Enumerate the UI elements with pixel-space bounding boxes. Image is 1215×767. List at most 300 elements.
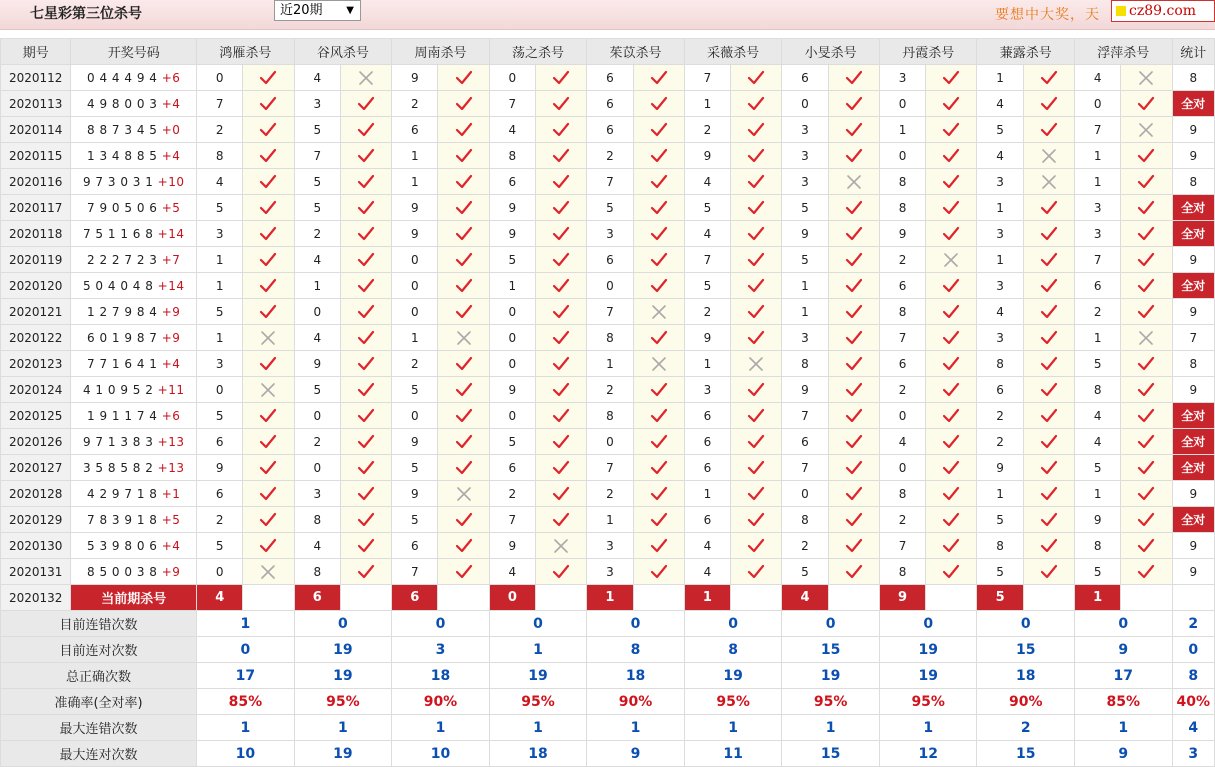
table-row xyxy=(1,403,1215,429)
col-header-expert: 荡之杀号 xyxy=(489,39,587,65)
draw-numbers: 1 9 1 1 7 4 xyxy=(87,408,162,423)
kill-result xyxy=(926,325,977,351)
cross-icon xyxy=(1040,148,1058,164)
kill-result xyxy=(828,221,879,247)
stats-total: 40% xyxy=(1172,689,1214,715)
kill-result xyxy=(1121,143,1172,169)
check-icon xyxy=(747,200,765,216)
check-icon xyxy=(455,538,473,554)
check-icon xyxy=(455,174,473,190)
check-icon xyxy=(942,356,960,372)
check-icon xyxy=(1040,408,1058,424)
check-icon xyxy=(1040,486,1058,502)
kill-number: 0 xyxy=(587,429,633,455)
kill-result xyxy=(535,533,586,559)
kill-number: 7 xyxy=(587,455,633,481)
check-icon xyxy=(552,200,570,216)
draw-numbers: 1 3 4 8 8 5 xyxy=(87,148,162,163)
kill-result xyxy=(828,325,879,351)
kill-result xyxy=(828,533,879,559)
check-icon xyxy=(942,278,960,294)
kill-number: 1 xyxy=(587,351,633,377)
table-row xyxy=(1,559,1215,585)
kill-result xyxy=(1023,403,1074,429)
kill-number: 6 xyxy=(197,481,243,507)
col-header-expert: 采薇杀号 xyxy=(684,39,782,65)
check-icon xyxy=(455,460,473,476)
check-icon xyxy=(552,174,570,190)
check-icon xyxy=(942,96,960,112)
kill-number: 6 xyxy=(489,169,535,195)
kill-result xyxy=(1023,351,1074,377)
kill-result xyxy=(1121,455,1172,481)
draw-sum: +5 xyxy=(161,512,181,527)
kill-number: 7 xyxy=(489,507,535,533)
kill-number: 0 xyxy=(879,403,925,429)
draw-cell xyxy=(71,221,197,247)
check-icon xyxy=(552,70,570,86)
check-icon xyxy=(259,538,277,554)
kill-number: 0 xyxy=(392,247,438,273)
issue-cell: 2020119 xyxy=(1,247,71,273)
kill-result xyxy=(243,559,294,585)
stats-value: 0 xyxy=(1075,611,1173,637)
kill-result xyxy=(340,351,391,377)
kill-result xyxy=(243,533,294,559)
kill-result xyxy=(731,273,782,299)
current-kill-blank xyxy=(340,585,391,611)
kill-result xyxy=(1023,325,1074,351)
kill-number: 2 xyxy=(1075,299,1121,325)
check-icon xyxy=(259,252,277,268)
kill-number: 6 xyxy=(587,247,633,273)
kill-number: 3 xyxy=(879,65,925,91)
kill-result xyxy=(1023,117,1074,143)
check-icon xyxy=(357,96,375,112)
kill-number: 8 xyxy=(879,195,925,221)
draw-cell xyxy=(71,507,197,533)
stats-value: 10 xyxy=(197,741,295,767)
draw-numbers: 1 2 7 9 8 4 xyxy=(87,304,162,319)
kill-result xyxy=(731,143,782,169)
col-header-expert: 谷风杀号 xyxy=(294,39,392,65)
kill-result xyxy=(828,195,879,221)
check-icon xyxy=(455,382,473,398)
check-icon xyxy=(747,304,765,320)
check-icon xyxy=(1137,252,1155,268)
current-row xyxy=(1,585,1215,611)
draw-cell xyxy=(71,533,197,559)
check-icon xyxy=(455,356,473,372)
kill-number: 3 xyxy=(684,377,730,403)
kill-number: 9 xyxy=(782,377,828,403)
check-icon xyxy=(747,148,765,164)
stat-cell: 9 xyxy=(1172,117,1214,143)
kill-number: 8 xyxy=(879,169,925,195)
stat-cell: 9 xyxy=(1172,481,1214,507)
kill-number: 4 xyxy=(977,91,1023,117)
check-icon xyxy=(747,382,765,398)
kill-result xyxy=(1121,117,1172,143)
check-icon xyxy=(1040,434,1058,450)
check-icon xyxy=(650,200,668,216)
period-select[interactable] xyxy=(274,0,361,21)
draw-numbers: 6 0 1 9 8 7 xyxy=(87,330,162,345)
kill-result xyxy=(633,195,684,221)
check-icon xyxy=(845,538,863,554)
check-icon xyxy=(552,434,570,450)
kill-result xyxy=(243,455,294,481)
stats-label: 总正确次数 xyxy=(1,663,197,689)
kill-number: 0 xyxy=(489,351,535,377)
kill-number: 6 xyxy=(489,455,535,481)
kill-result xyxy=(438,169,489,195)
kill-number: 7 xyxy=(587,299,633,325)
kill-number: 4 xyxy=(1075,429,1121,455)
kill-result xyxy=(535,559,586,585)
check-icon xyxy=(1137,278,1155,294)
current-issue: 2020132 xyxy=(1,585,71,611)
kill-number: 2 xyxy=(392,351,438,377)
kill-number: 4 xyxy=(1075,403,1121,429)
kill-result xyxy=(633,481,684,507)
kill-number: 0 xyxy=(392,273,438,299)
kill-number: 6 xyxy=(879,351,925,377)
kill-result xyxy=(731,221,782,247)
current-label: 当前期杀号 xyxy=(71,585,197,611)
check-icon xyxy=(747,96,765,112)
check-icon xyxy=(747,252,765,268)
draw-numbers: 9 7 3 0 3 1 xyxy=(82,174,158,189)
stats-value: 0 xyxy=(879,611,977,637)
kill-result xyxy=(535,221,586,247)
kill-result xyxy=(633,559,684,585)
check-icon xyxy=(357,564,375,580)
check-icon xyxy=(455,434,473,450)
kill-number: 4 xyxy=(294,325,340,351)
issue-cell: 2020122 xyxy=(1,325,71,351)
issue-cell: 2020116 xyxy=(1,169,71,195)
kill-result xyxy=(828,91,879,117)
kill-number: 2 xyxy=(684,299,730,325)
stats-value: 12 xyxy=(879,741,977,767)
issue-cell: 2020118 xyxy=(1,221,71,247)
kill-result xyxy=(633,455,684,481)
check-icon xyxy=(357,330,375,346)
check-icon xyxy=(845,122,863,138)
issue-cell: 2020113 xyxy=(1,91,71,117)
kill-number: 7 xyxy=(782,455,828,481)
draw-cell xyxy=(71,91,197,117)
draw-numbers: 3 5 8 5 8 2 xyxy=(82,460,158,475)
kill-result xyxy=(828,143,879,169)
kill-result xyxy=(731,247,782,273)
check-icon xyxy=(259,96,277,112)
current-kill-blank xyxy=(731,585,782,611)
kill-number: 1 xyxy=(782,299,828,325)
check-icon xyxy=(357,148,375,164)
check-icon xyxy=(1040,564,1058,580)
draw-cell xyxy=(71,455,197,481)
draw-sum: +1 xyxy=(161,486,181,501)
kill-result xyxy=(926,351,977,377)
kill-number: 1 xyxy=(392,169,438,195)
check-icon xyxy=(650,330,668,346)
kill-result xyxy=(438,559,489,585)
kill-number: 1 xyxy=(684,351,730,377)
stats-total: 8 xyxy=(1172,663,1214,689)
kill-result xyxy=(243,429,294,455)
col-header-expert: 丹霞杀号 xyxy=(879,39,977,65)
kill-result xyxy=(243,247,294,273)
draw-sum: +5 xyxy=(161,200,181,215)
kill-result xyxy=(633,429,684,455)
kill-number: 7 xyxy=(684,247,730,273)
kill-number: 8 xyxy=(977,533,1023,559)
kill-result xyxy=(340,533,391,559)
check-icon xyxy=(455,564,473,580)
kill-result xyxy=(926,455,977,481)
check-icon xyxy=(1137,538,1155,554)
kill-number: 7 xyxy=(879,533,925,559)
check-icon xyxy=(259,226,277,242)
draw-cell xyxy=(71,117,197,143)
kill-result xyxy=(243,195,294,221)
kill-number: 9 xyxy=(489,533,535,559)
check-icon xyxy=(1040,356,1058,372)
draw-numbers: 8 5 0 0 3 8 xyxy=(87,564,162,579)
kill-number: 2 xyxy=(587,481,633,507)
current-kill-blank xyxy=(438,585,489,611)
kill-number: 0 xyxy=(392,299,438,325)
check-icon xyxy=(1137,96,1155,112)
kill-result xyxy=(731,481,782,507)
stats-value: 10 xyxy=(392,741,490,767)
check-icon xyxy=(455,252,473,268)
stats-value: 1 xyxy=(197,611,295,637)
stat-cell: 9 xyxy=(1172,247,1214,273)
table-row xyxy=(1,351,1215,377)
cross-icon xyxy=(455,330,473,346)
table-row xyxy=(1,455,1215,481)
check-icon xyxy=(1040,538,1058,554)
col-header-expert: 茱苡杀号 xyxy=(587,39,685,65)
kill-number: 2 xyxy=(294,429,340,455)
check-icon xyxy=(357,226,375,242)
kill-number: 3 xyxy=(587,221,633,247)
kill-result xyxy=(243,117,294,143)
check-icon xyxy=(552,512,570,528)
check-icon xyxy=(552,278,570,294)
check-icon xyxy=(942,226,960,242)
issue-cell: 2020128 xyxy=(1,481,71,507)
kill-number: 3 xyxy=(977,325,1023,351)
check-icon xyxy=(845,226,863,242)
kill-number: 9 xyxy=(879,221,925,247)
draw-cell xyxy=(71,273,197,299)
kill-number: 1 xyxy=(392,143,438,169)
stats-value: 95% xyxy=(489,689,587,715)
kill-number: 1 xyxy=(197,273,243,299)
kill-number: 6 xyxy=(684,455,730,481)
kill-result xyxy=(926,377,977,403)
check-icon xyxy=(942,382,960,398)
kill-result xyxy=(731,403,782,429)
kill-number: 0 xyxy=(197,559,243,585)
check-icon xyxy=(845,252,863,268)
kill-number: 4 xyxy=(489,559,535,585)
col-header-draw: 开奖号码 xyxy=(71,39,197,65)
check-icon xyxy=(259,512,277,528)
stats-row xyxy=(1,637,1215,663)
kill-number: 3 xyxy=(977,169,1023,195)
kill-number: 6 xyxy=(587,65,633,91)
issue-cell: 2020123 xyxy=(1,351,71,377)
kill-result xyxy=(340,65,391,91)
kill-result xyxy=(243,299,294,325)
kill-number: 4 xyxy=(1075,65,1121,91)
kill-result xyxy=(828,247,879,273)
check-icon xyxy=(357,122,375,138)
current-kill-number: 1 xyxy=(587,585,633,611)
kill-result xyxy=(243,403,294,429)
stats-value: 0 xyxy=(782,611,880,637)
kill-number: 6 xyxy=(879,273,925,299)
kill-number: 7 xyxy=(489,91,535,117)
kill-number: 7 xyxy=(1075,117,1121,143)
check-icon xyxy=(845,564,863,580)
kill-number: 0 xyxy=(489,299,535,325)
kill-number: 0 xyxy=(879,143,925,169)
kill-result xyxy=(340,247,391,273)
check-icon xyxy=(1040,382,1058,398)
kill-result xyxy=(926,221,977,247)
kill-result xyxy=(1023,507,1074,533)
stats-value: 17 xyxy=(1075,663,1173,689)
kill-number: 1 xyxy=(879,117,925,143)
kill-result xyxy=(438,91,489,117)
kill-result xyxy=(1121,481,1172,507)
kill-number: 2 xyxy=(977,403,1023,429)
kill-number: 0 xyxy=(489,403,535,429)
kill-number: 1 xyxy=(197,325,243,351)
check-icon xyxy=(845,434,863,450)
stat-cell: 全对 xyxy=(1172,91,1214,117)
kill-number: 4 xyxy=(489,117,535,143)
stats-value: 19 xyxy=(294,637,392,663)
kill-number: 1 xyxy=(977,247,1023,273)
kill-number: 7 xyxy=(197,91,243,117)
cross-icon xyxy=(1040,174,1058,190)
kill-number: 4 xyxy=(294,65,340,91)
draw-sum: +4 xyxy=(161,148,181,163)
kill-result xyxy=(1121,559,1172,585)
stats-value: 19 xyxy=(879,637,977,663)
table-row xyxy=(1,195,1215,221)
kill-number-table xyxy=(0,38,1215,767)
kill-result xyxy=(340,455,391,481)
stats-label: 目前连对次数 xyxy=(1,637,197,663)
stats-value: 18 xyxy=(489,741,587,767)
kill-result xyxy=(1023,533,1074,559)
kill-result xyxy=(535,91,586,117)
kill-number: 5 xyxy=(294,195,340,221)
check-icon xyxy=(747,174,765,190)
kill-result xyxy=(438,117,489,143)
slogan-text: 要想中大奖，天 xyxy=(995,7,1100,23)
check-icon xyxy=(942,538,960,554)
kill-result xyxy=(926,143,977,169)
kill-result xyxy=(340,273,391,299)
cross-icon xyxy=(1137,122,1155,138)
kill-number: 1 xyxy=(684,481,730,507)
stat-cell: 全对 xyxy=(1172,403,1214,429)
kill-result xyxy=(340,143,391,169)
check-icon xyxy=(942,304,960,320)
check-icon xyxy=(650,408,668,424)
check-icon xyxy=(357,434,375,450)
kill-number: 2 xyxy=(782,533,828,559)
draw-cell xyxy=(71,429,197,455)
check-icon xyxy=(455,200,473,216)
stats-row xyxy=(1,741,1215,767)
stats-label: 准确率(全对率) xyxy=(1,689,197,715)
stats-value: 1 xyxy=(879,715,977,741)
stats-label: 最大连错次数 xyxy=(1,715,197,741)
stats-value: 0 xyxy=(587,611,685,637)
kill-number: 5 xyxy=(1075,455,1121,481)
table-row xyxy=(1,273,1215,299)
draw-cell xyxy=(71,169,197,195)
current-kill-number: 6 xyxy=(294,585,340,611)
kill-result xyxy=(926,273,977,299)
stat-cell: 全对 xyxy=(1172,221,1214,247)
current-stat-blank xyxy=(1172,585,1214,611)
check-icon xyxy=(1040,304,1058,320)
check-icon xyxy=(357,382,375,398)
kill-number: 1 xyxy=(294,273,340,299)
check-icon xyxy=(552,564,570,580)
kill-result xyxy=(1121,91,1172,117)
stats-total: 3 xyxy=(1172,741,1214,767)
kill-result xyxy=(1121,169,1172,195)
kill-number: 9 xyxy=(392,221,438,247)
kill-number: 5 xyxy=(977,507,1023,533)
kill-number: 5 xyxy=(782,247,828,273)
check-icon xyxy=(942,486,960,502)
kill-number: 2 xyxy=(197,507,243,533)
stats-value: 0 xyxy=(392,611,490,637)
check-icon xyxy=(259,486,277,502)
site-badge[interactable] xyxy=(1111,0,1215,22)
current-kill-number: 4 xyxy=(782,585,828,611)
kill-result xyxy=(1023,195,1074,221)
stat-cell: 9 xyxy=(1172,299,1214,325)
kill-number: 1 xyxy=(1075,481,1121,507)
kill-result xyxy=(243,273,294,299)
cross-icon xyxy=(1137,70,1155,86)
stats-value: 8 xyxy=(684,637,782,663)
kill-result xyxy=(535,377,586,403)
kill-result xyxy=(340,559,391,585)
current-kill-number: 4 xyxy=(197,585,243,611)
stats-value: 90% xyxy=(587,689,685,715)
kill-result xyxy=(633,169,684,195)
kill-number: 6 xyxy=(977,377,1023,403)
check-icon xyxy=(942,408,960,424)
draw-cell xyxy=(71,247,197,273)
kill-result xyxy=(828,559,879,585)
